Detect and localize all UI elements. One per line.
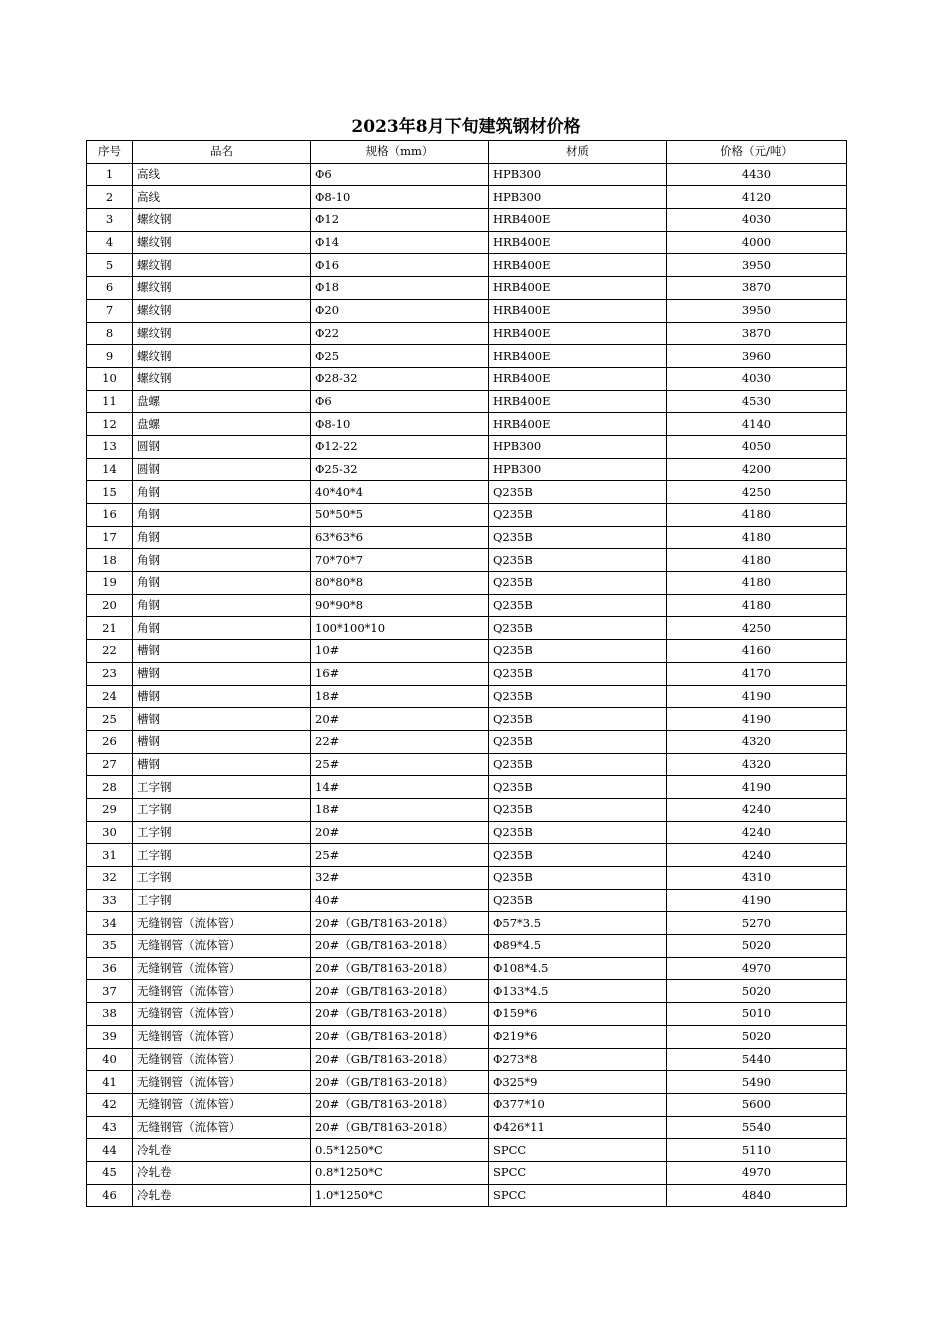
cell-no: 37 <box>87 980 133 1003</box>
cell-no: 21 <box>87 617 133 640</box>
cell-price: 5020 <box>667 1025 847 1048</box>
table-row <box>87 1071 847 1094</box>
cell-name: 无缝钢管（流体管） <box>133 1048 311 1071</box>
cell-no: 6 <box>87 277 133 300</box>
cell-material: Q235B <box>489 526 667 549</box>
cell-spec: 20#（GB/T8163-2018） <box>311 1093 489 1116</box>
cell-price: 4190 <box>667 685 847 708</box>
cell-no: 11 <box>87 390 133 413</box>
cell-material: Φ57*3.5 <box>489 912 667 935</box>
cell-no: 15 <box>87 481 133 504</box>
cell-spec: 70*70*7 <box>311 549 489 572</box>
cell-price: 3950 <box>667 254 847 277</box>
cell-material: Q235B <box>489 730 667 753</box>
table-row <box>87 458 847 481</box>
table-row <box>87 481 847 504</box>
table-row <box>87 231 847 254</box>
cell-no: 10 <box>87 367 133 390</box>
cell-material: Q235B <box>489 889 667 912</box>
cell-material: HRB400E <box>489 322 667 345</box>
cell-name: 槽钢 <box>133 662 311 685</box>
table-row <box>87 1003 847 1026</box>
cell-price: 4180 <box>667 526 847 549</box>
table-row <box>87 322 847 345</box>
cell-no: 4 <box>87 231 133 254</box>
cell-spec: 18# <box>311 685 489 708</box>
table-row <box>87 254 847 277</box>
cell-no: 39 <box>87 1025 133 1048</box>
cell-spec: 20#（GB/T8163-2018） <box>311 912 489 935</box>
cell-price: 4840 <box>667 1184 847 1207</box>
cell-material: Q235B <box>489 549 667 572</box>
cell-material: Q235B <box>489 753 667 776</box>
cell-no: 44 <box>87 1139 133 1162</box>
cell-price: 4530 <box>667 390 847 413</box>
table-row <box>87 345 847 368</box>
cell-name: 工字钢 <box>133 821 311 844</box>
cell-name: 螺纹钢 <box>133 345 311 368</box>
cell-material: Φ273*8 <box>489 1048 667 1071</box>
cell-name: 螺纹钢 <box>133 367 311 390</box>
table-row <box>87 1139 847 1162</box>
cell-spec: 50*50*5 <box>311 504 489 527</box>
cell-name: 无缝钢管（流体管） <box>133 935 311 958</box>
cell-material: Q235B <box>489 708 667 731</box>
cell-material: Φ426*11 <box>489 1116 667 1139</box>
cell-name: 槽钢 <box>133 730 311 753</box>
cell-material: Q235B <box>489 798 667 821</box>
cell-no: 35 <box>87 935 133 958</box>
table-row <box>87 413 847 436</box>
cell-price: 4190 <box>667 708 847 731</box>
cell-name: 冷轧卷 <box>133 1184 311 1207</box>
cell-name: 螺纹钢 <box>133 209 311 232</box>
cell-material: Q235B <box>489 685 667 708</box>
cell-name: 无缝钢管（流体管） <box>133 980 311 1003</box>
cell-spec: 20# <box>311 821 489 844</box>
cell-spec: 14# <box>311 776 489 799</box>
cell-price: 4320 <box>667 730 847 753</box>
cell-price: 4030 <box>667 209 847 232</box>
cell-price: 4000 <box>667 231 847 254</box>
cell-no: 34 <box>87 912 133 935</box>
header-no: 序号 <box>87 141 133 164</box>
table-row <box>87 526 847 549</box>
cell-name: 冷轧卷 <box>133 1161 311 1184</box>
cell-material: Q235B <box>489 594 667 617</box>
cell-material: Φ89*4.5 <box>489 935 667 958</box>
cell-no: 33 <box>87 889 133 912</box>
cell-price: 4120 <box>667 186 847 209</box>
cell-no: 28 <box>87 776 133 799</box>
cell-price: 4970 <box>667 1161 847 1184</box>
cell-no: 41 <box>87 1071 133 1094</box>
cell-no: 45 <box>87 1161 133 1184</box>
cell-spec: 10# <box>311 640 489 663</box>
table-row <box>87 708 847 731</box>
cell-no: 22 <box>87 640 133 663</box>
cell-material: HPB300 <box>489 435 667 458</box>
cell-spec: 20#（GB/T8163-2018） <box>311 935 489 958</box>
cell-name: 工字钢 <box>133 867 311 890</box>
cell-material: HPB300 <box>489 163 667 186</box>
cell-no: 17 <box>87 526 133 549</box>
cell-name: 角钢 <box>133 549 311 572</box>
cell-no: 7 <box>87 299 133 322</box>
cell-no: 31 <box>87 844 133 867</box>
cell-name: 工字钢 <box>133 798 311 821</box>
cell-material: Q235B <box>489 504 667 527</box>
cell-spec: 20#（GB/T8163-2018） <box>311 957 489 980</box>
cell-no: 19 <box>87 572 133 595</box>
cell-name: 角钢 <box>133 594 311 617</box>
cell-spec: Φ18 <box>311 277 489 300</box>
cell-name: 无缝钢管（流体管） <box>133 1025 311 1048</box>
cell-no: 18 <box>87 549 133 572</box>
cell-no: 30 <box>87 821 133 844</box>
cell-spec: 25# <box>311 753 489 776</box>
table-row <box>87 844 847 867</box>
cell-material: Q235B <box>489 481 667 504</box>
cell-name: 螺纹钢 <box>133 277 311 300</box>
cell-spec: 20#（GB/T8163-2018） <box>311 1025 489 1048</box>
cell-material: HRB400E <box>489 367 667 390</box>
cell-no: 27 <box>87 753 133 776</box>
cell-spec: 20#（GB/T8163-2018） <box>311 1071 489 1094</box>
cell-price: 5600 <box>667 1093 847 1116</box>
cell-no: 13 <box>87 435 133 458</box>
cell-material: Φ325*9 <box>489 1071 667 1094</box>
cell-material: Q235B <box>489 867 667 890</box>
cell-no: 36 <box>87 957 133 980</box>
cell-price: 4240 <box>667 844 847 867</box>
cell-price: 3950 <box>667 299 847 322</box>
table-row <box>87 572 847 595</box>
cell-spec: 32# <box>311 867 489 890</box>
cell-spec: 90*90*8 <box>311 594 489 617</box>
table-row <box>87 277 847 300</box>
cell-price: 4030 <box>667 367 847 390</box>
price-table <box>86 140 847 1207</box>
table-row <box>87 1184 847 1207</box>
cell-spec: Φ8-10 <box>311 186 489 209</box>
cell-price: 5440 <box>667 1048 847 1071</box>
cell-price: 5490 <box>667 1071 847 1094</box>
cell-spec: 20#（GB/T8163-2018） <box>311 1003 489 1026</box>
table-body <box>87 163 847 1207</box>
cell-material: HRB400E <box>489 277 667 300</box>
cell-spec: Φ22 <box>311 322 489 345</box>
header-price: 价格（元/吨） <box>667 141 847 164</box>
cell-price: 4320 <box>667 753 847 776</box>
cell-name: 槽钢 <box>133 685 311 708</box>
cell-no: 12 <box>87 413 133 436</box>
cell-material: SPCC <box>489 1184 667 1207</box>
table-row <box>87 753 847 776</box>
cell-no: 42 <box>87 1093 133 1116</box>
cell-name: 圆钢 <box>133 435 311 458</box>
cell-material: Q235B <box>489 821 667 844</box>
table-row <box>87 798 847 821</box>
cell-material: HRB400E <box>489 254 667 277</box>
cell-no: 25 <box>87 708 133 731</box>
cell-price: 4250 <box>667 617 847 640</box>
table-row <box>87 867 847 890</box>
cell-material: HRB400E <box>489 345 667 368</box>
cell-spec: Φ20 <box>311 299 489 322</box>
cell-spec: Φ16 <box>311 254 489 277</box>
cell-name: 角钢 <box>133 526 311 549</box>
cell-material: Φ108*4.5 <box>489 957 667 980</box>
cell-price: 5010 <box>667 1003 847 1026</box>
cell-name: 槽钢 <box>133 640 311 663</box>
cell-spec: Φ12-22 <box>311 435 489 458</box>
cell-spec: 63*63*6 <box>311 526 489 549</box>
table-row <box>87 889 847 912</box>
header-spec: 规格（mm） <box>311 141 489 164</box>
cell-price: 4140 <box>667 413 847 436</box>
cell-price: 3960 <box>667 345 847 368</box>
table-row <box>87 186 847 209</box>
table-row <box>87 549 847 572</box>
cell-no: 2 <box>87 186 133 209</box>
cell-name: 高线 <box>133 163 311 186</box>
table-row <box>87 957 847 980</box>
cell-spec: 20#（GB/T8163-2018） <box>311 1048 489 1071</box>
cell-no: 43 <box>87 1116 133 1139</box>
cell-spec: Φ8-10 <box>311 413 489 436</box>
cell-spec: Φ28-32 <box>311 367 489 390</box>
cell-material: HRB400E <box>489 209 667 232</box>
cell-material: Φ159*6 <box>489 1003 667 1026</box>
table-row <box>87 209 847 232</box>
table-row <box>87 685 847 708</box>
cell-spec: Φ6 <box>311 390 489 413</box>
cell-name: 螺纹钢 <box>133 299 311 322</box>
cell-spec: 40*40*4 <box>311 481 489 504</box>
cell-price: 4160 <box>667 640 847 663</box>
cell-price: 5110 <box>667 1139 847 1162</box>
header-row <box>87 141 847 164</box>
cell-price: 5020 <box>667 935 847 958</box>
cell-price: 4180 <box>667 594 847 617</box>
cell-price: 4190 <box>667 776 847 799</box>
cell-no: 24 <box>87 685 133 708</box>
cell-name: 盘螺 <box>133 390 311 413</box>
table-row <box>87 640 847 663</box>
table-row <box>87 821 847 844</box>
cell-price: 4180 <box>667 549 847 572</box>
table-row <box>87 367 847 390</box>
cell-material: Q235B <box>489 776 667 799</box>
cell-name: 无缝钢管（流体管） <box>133 1003 311 1026</box>
table-row <box>87 980 847 1003</box>
cell-price: 4190 <box>667 889 847 912</box>
cell-name: 角钢 <box>133 504 311 527</box>
cell-name: 冷轧卷 <box>133 1139 311 1162</box>
table-row <box>87 662 847 685</box>
cell-spec: 20# <box>311 708 489 731</box>
cell-no: 14 <box>87 458 133 481</box>
cell-name: 螺纹钢 <box>133 322 311 345</box>
cell-price: 4180 <box>667 504 847 527</box>
cell-no: 32 <box>87 867 133 890</box>
cell-name: 圆钢 <box>133 458 311 481</box>
cell-spec: Φ25-32 <box>311 458 489 481</box>
cell-name: 无缝钢管（流体管） <box>133 1116 311 1139</box>
header-name: 品名 <box>133 141 311 164</box>
cell-no: 26 <box>87 730 133 753</box>
table-header <box>87 141 847 164</box>
cell-no: 46 <box>87 1184 133 1207</box>
cell-material: HRB400E <box>489 231 667 254</box>
cell-name: 工字钢 <box>133 844 311 867</box>
cell-price: 5540 <box>667 1116 847 1139</box>
cell-no: 40 <box>87 1048 133 1071</box>
table-row <box>87 1161 847 1184</box>
table-row <box>87 935 847 958</box>
table-row <box>87 1025 847 1048</box>
cell-no: 38 <box>87 1003 133 1026</box>
cell-spec: 0.5*1250*C <box>311 1139 489 1162</box>
cell-material: Φ377*10 <box>489 1093 667 1116</box>
cell-spec: 0.8*1250*C <box>311 1161 489 1184</box>
cell-name: 角钢 <box>133 572 311 595</box>
cell-material: Φ133*4.5 <box>489 980 667 1003</box>
cell-price: 5270 <box>667 912 847 935</box>
cell-spec: 1.0*1250*C <box>311 1184 489 1207</box>
cell-name: 螺纹钢 <box>133 231 311 254</box>
cell-price: 5020 <box>667 980 847 1003</box>
cell-material: HRB400E <box>489 413 667 436</box>
cell-material: Φ219*6 <box>489 1025 667 1048</box>
cell-no: 23 <box>87 662 133 685</box>
cell-spec: 18# <box>311 798 489 821</box>
table-row <box>87 594 847 617</box>
table-row <box>87 435 847 458</box>
cell-spec: 16# <box>311 662 489 685</box>
cell-price: 4310 <box>667 867 847 890</box>
cell-material: HRB400E <box>489 299 667 322</box>
cell-name: 槽钢 <box>133 753 311 776</box>
cell-spec: 80*80*8 <box>311 572 489 595</box>
cell-spec: 40# <box>311 889 489 912</box>
cell-name: 无缝钢管（流体管） <box>133 912 311 935</box>
cell-no: 9 <box>87 345 133 368</box>
cell-no: 8 <box>87 322 133 345</box>
cell-price: 4240 <box>667 798 847 821</box>
cell-material: Q235B <box>489 844 667 867</box>
cell-material: SPCC <box>489 1161 667 1184</box>
cell-no: 20 <box>87 594 133 617</box>
cell-name: 无缝钢管（流体管） <box>133 1093 311 1116</box>
cell-material: SPCC <box>489 1139 667 1162</box>
cell-no: 3 <box>87 209 133 232</box>
cell-spec: 20#（GB/T8163-2018） <box>311 980 489 1003</box>
cell-spec: 25# <box>311 844 489 867</box>
cell-name: 工字钢 <box>133 889 311 912</box>
cell-price: 4180 <box>667 572 847 595</box>
cell-name: 角钢 <box>133 481 311 504</box>
cell-name: 角钢 <box>133 617 311 640</box>
header-material: 材质 <box>489 141 667 164</box>
cell-spec: 20#（GB/T8163-2018） <box>311 1116 489 1139</box>
table-row <box>87 730 847 753</box>
cell-name: 工字钢 <box>133 776 311 799</box>
cell-no: 1 <box>87 163 133 186</box>
page-title: 2023年8月下旬建筑钢材价格 <box>351 117 581 137</box>
cell-name: 槽钢 <box>133 708 311 731</box>
cell-price: 4970 <box>667 957 847 980</box>
table-row <box>87 1093 847 1116</box>
cell-material: Q235B <box>489 640 667 663</box>
cell-price: 4200 <box>667 458 847 481</box>
cell-material: HRB400E <box>489 390 667 413</box>
table-row <box>87 504 847 527</box>
cell-price: 4240 <box>667 821 847 844</box>
cell-name: 螺纹钢 <box>133 254 311 277</box>
table-row <box>87 776 847 799</box>
cell-material: HPB300 <box>489 186 667 209</box>
cell-material: Q235B <box>489 617 667 640</box>
cell-price: 4050 <box>667 435 847 458</box>
cell-spec: Φ6 <box>311 163 489 186</box>
table-row <box>87 163 847 186</box>
cell-no: 5 <box>87 254 133 277</box>
cell-price: 4430 <box>667 163 847 186</box>
cell-name: 无缝钢管（流体管） <box>133 957 311 980</box>
table-row <box>87 390 847 413</box>
cell-spec: Φ14 <box>311 231 489 254</box>
cell-name: 盘螺 <box>133 413 311 436</box>
table-row <box>87 912 847 935</box>
cell-price: 4250 <box>667 481 847 504</box>
cell-no: 16 <box>87 504 133 527</box>
cell-spec: Φ12 <box>311 209 489 232</box>
cell-name: 无缝钢管（流体管） <box>133 1071 311 1094</box>
table-row <box>87 1116 847 1139</box>
table-row <box>87 1048 847 1071</box>
cell-material: Q235B <box>489 572 667 595</box>
cell-material: Q235B <box>489 662 667 685</box>
cell-spec: Φ25 <box>311 345 489 368</box>
cell-material: HPB300 <box>489 458 667 481</box>
cell-no: 29 <box>87 798 133 821</box>
cell-spec: 22# <box>311 730 489 753</box>
cell-price: 3870 <box>667 277 847 300</box>
cell-spec: 100*100*10 <box>311 617 489 640</box>
cell-name: 高线 <box>133 186 311 209</box>
cell-price: 4170 <box>667 662 847 685</box>
cell-price: 3870 <box>667 322 847 345</box>
table-row <box>87 299 847 322</box>
table-row <box>87 617 847 640</box>
